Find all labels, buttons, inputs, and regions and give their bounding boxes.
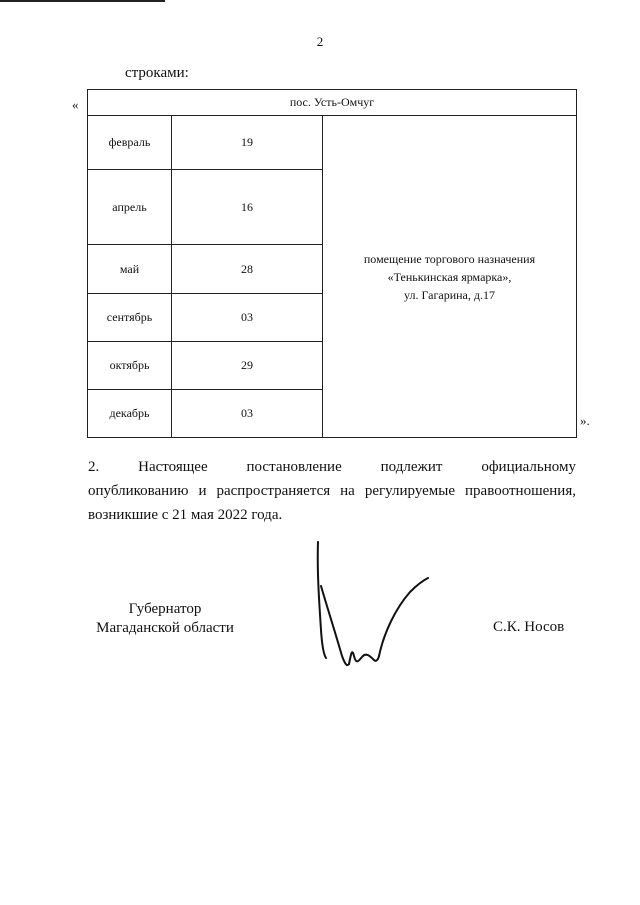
settlement-cell: пос. Усть-Омчуг xyxy=(88,90,577,116)
day-cell: 19 xyxy=(172,116,323,170)
paragraph-line-3: возникшие с 21 мая 2022 года. xyxy=(88,507,283,523)
month-cell: февраль xyxy=(88,116,172,170)
signatory-title-line-2: Магаданской области xyxy=(96,620,234,636)
day-cell: 29 xyxy=(172,342,323,390)
lead-text: строками: xyxy=(125,65,189,81)
day-cell: 28 xyxy=(172,245,323,294)
place-cell xyxy=(323,116,577,438)
month-cell: май xyxy=(88,245,172,294)
day-cell: 16 xyxy=(172,170,323,245)
place-line-2: «Тенькинская ярмарка», xyxy=(387,269,512,284)
place-line-3: ул. Гагарина, д.17 xyxy=(404,287,495,302)
paragraph-line-1: 2. Настоящее постановление подлежит официальному xyxy=(88,459,576,475)
signatory-name: С.К. Носов xyxy=(493,619,565,635)
handwritten-signature-icon xyxy=(300,540,440,685)
settlement-row xyxy=(88,90,577,116)
page-number: 2 xyxy=(316,34,324,49)
paragraph-2 xyxy=(88,455,576,527)
signatory-title xyxy=(95,600,235,638)
month-cell: апрель xyxy=(88,170,172,245)
top-rule xyxy=(0,0,165,2)
month-cell: октябрь xyxy=(88,342,172,390)
close-quote: ». xyxy=(580,413,590,428)
paragraph-line-2: опубликованию и распространяется на регулируемые правоотношения, xyxy=(88,483,576,499)
schedule-table xyxy=(87,89,577,438)
table-row xyxy=(88,116,577,170)
month-cell: сентябрь xyxy=(88,294,172,342)
month-cell: декабрь xyxy=(88,390,172,438)
day-cell: 03 xyxy=(172,390,323,438)
place-line-1: помещение торгового назначения xyxy=(363,251,536,266)
open-quote: « xyxy=(72,97,79,112)
signatory-title-line-1: Губернатор xyxy=(128,601,202,617)
day-cell: 03 xyxy=(172,294,323,342)
